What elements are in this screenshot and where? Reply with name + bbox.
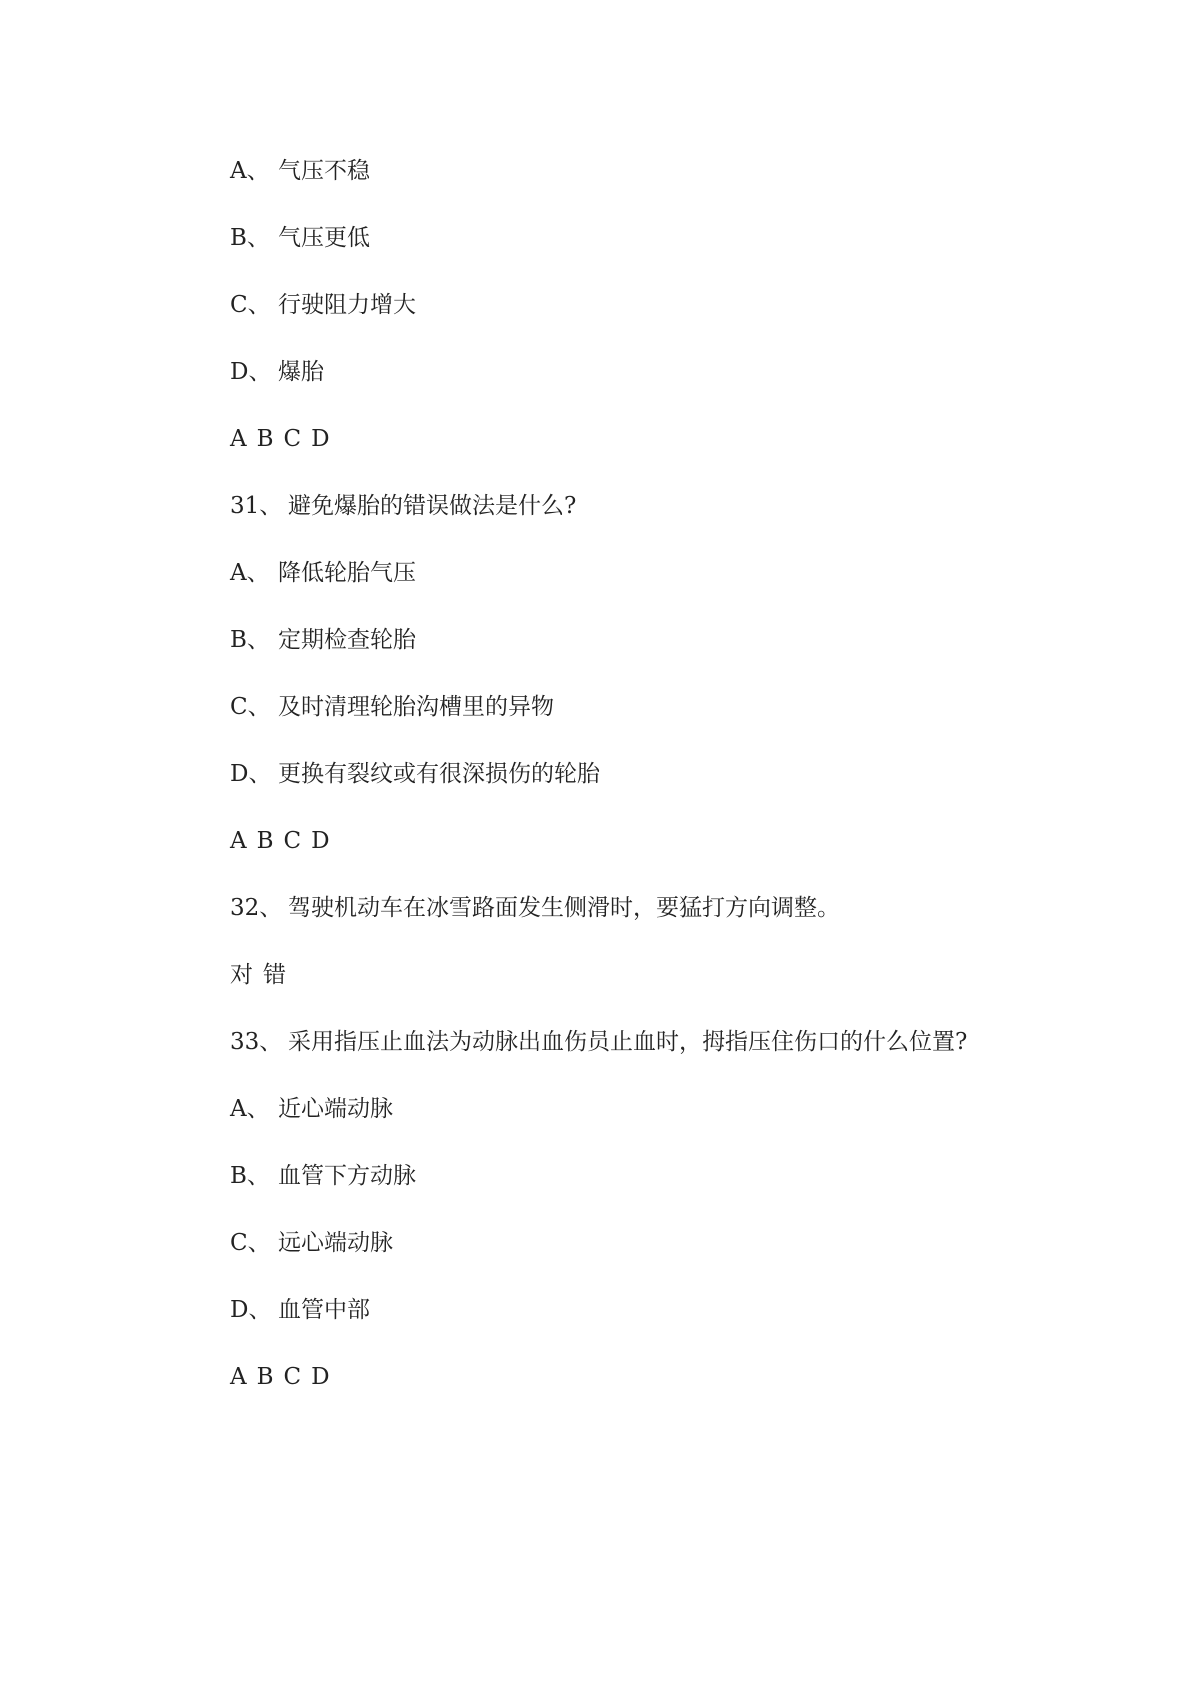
answer-choices — [230, 826, 340, 856]
question-text: 避免爆胎的错误做法是什么? — [288, 493, 577, 519]
option-text: 行驶阻力增大 — [278, 292, 416, 318]
option-b — [230, 223, 370, 253]
option-label: D、 — [230, 359, 272, 385]
option-text: 爆胎 — [278, 359, 324, 385]
option-label: C、 — [230, 292, 271, 318]
option-a — [230, 558, 416, 588]
option-text: 血管中部 — [278, 1297, 370, 1323]
option-label: B、 — [230, 627, 270, 653]
option-label: D、 — [230, 761, 272, 787]
option-text: 气压更低 — [278, 225, 370, 251]
answer-choice-b: B — [256, 828, 274, 854]
option-text: 降低轮胎气压 — [278, 560, 416, 586]
answer-choice-c: C — [283, 426, 302, 452]
option-d — [230, 357, 324, 387]
option-label: B、 — [230, 225, 270, 251]
answer-choice-d: D — [311, 828, 330, 854]
option-text: 更换有裂纹或有很深损伤的轮胎 — [278, 761, 600, 787]
answer-choices — [230, 1362, 340, 1392]
option-a — [230, 156, 370, 186]
answer-choice-c: C — [283, 1364, 302, 1390]
option-label: C、 — [230, 1230, 271, 1256]
option-c — [230, 1228, 393, 1258]
option-b — [230, 625, 416, 655]
choice-true: 对 — [230, 962, 253, 988]
option-label: A、 — [230, 1096, 270, 1122]
answer-choice-b: B — [256, 1364, 274, 1390]
answer-choice-d: D — [311, 1364, 330, 1390]
question-number: 31、 — [230, 493, 283, 519]
option-label: A、 — [230, 560, 270, 586]
true-false-choices — [230, 960, 296, 990]
answer-choice-c: C — [283, 828, 302, 854]
answer-choice-b: B — [256, 426, 274, 452]
question-number: 33、 — [230, 1029, 283, 1055]
question-32 — [230, 893, 840, 923]
answer-choices — [230, 424, 340, 454]
option-text: 血管下方动脉 — [278, 1163, 416, 1189]
answer-choice-d: D — [311, 426, 330, 452]
option-label: B、 — [230, 1163, 270, 1189]
option-text: 远心端动脉 — [278, 1230, 393, 1256]
answer-choice-a: A — [230, 828, 247, 854]
question-33 — [230, 1027, 967, 1057]
question-number: 32、 — [230, 895, 283, 921]
option-c — [230, 290, 416, 320]
question-31 — [230, 491, 576, 521]
choice-false: 错 — [263, 962, 286, 988]
option-c — [230, 692, 554, 722]
option-a — [230, 1094, 393, 1124]
option-text: 定期检查轮胎 — [278, 627, 416, 653]
answer-choice-a: A — [230, 426, 247, 452]
option-label: A、 — [230, 158, 270, 184]
option-label: D、 — [230, 1297, 272, 1323]
answer-choice-a: A — [230, 1364, 247, 1390]
option-text: 及时清理轮胎沟槽里的异物 — [278, 694, 554, 720]
question-text: 驾驶机动车在冰雪路面发生侧滑时，要猛打方向调整。 — [288, 895, 840, 921]
option-text: 气压不稳 — [278, 158, 370, 184]
question-text: 采用指压止血法为动脉出血伤员止血时，拇指压住伤口的什么位置? — [288, 1029, 968, 1055]
option-d — [230, 759, 600, 789]
option-d — [230, 1295, 370, 1325]
option-label: C、 — [230, 694, 271, 720]
option-text: 近心端动脉 — [278, 1096, 393, 1122]
option-b — [230, 1161, 416, 1191]
